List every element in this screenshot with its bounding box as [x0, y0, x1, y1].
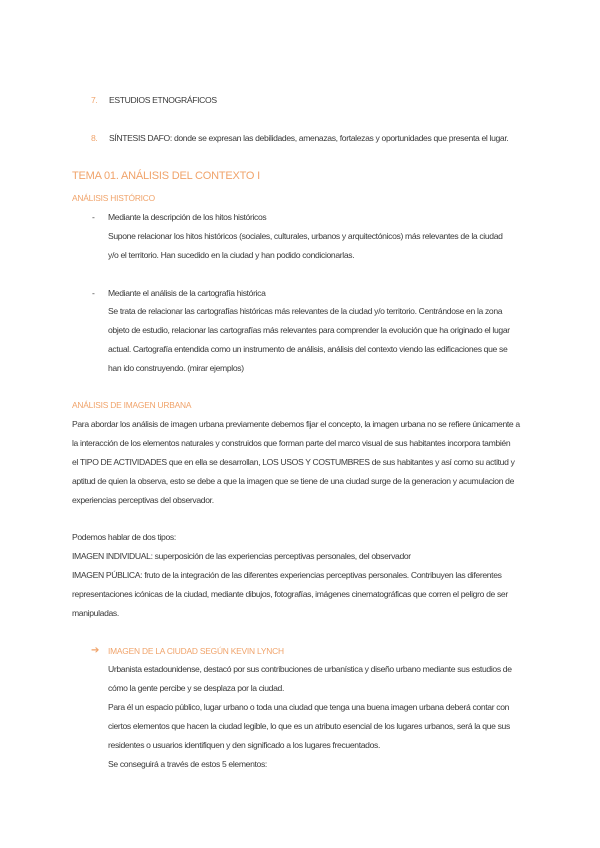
- subsection-title-historico: ANÁLISIS HISTÓRICO: [72, 193, 155, 203]
- bullet-body-line: Se trata de relacionar las cartografías históricas más relevantes de la ciudad y/o territorio. Centrándose en la zona: [108, 306, 503, 316]
- arrow-right-icon: ➔: [91, 645, 100, 656]
- list-text: ESTUDIOS ETNOGRÁFICOS: [109, 95, 217, 105]
- paragraph-line: Podemos hablar de dos tipos:: [72, 532, 176, 542]
- paragraph-line: aptitud de quien la observa, esto se debe a que la imagen que se tiene de una ciudad surge de la generacion y acumulacion de: [72, 476, 515, 486]
- paragraph-line: IMAGEN PÚBLICA: fruto de la integración de las diferentes experiencias perceptivas personales. Contribuyen las diferentes: [72, 570, 502, 580]
- paragraph-line: experiencias perceptivas del observador.: [72, 495, 214, 505]
- paragraph-line: el TIPO DE ACTIVIDADES que en ella se desarrollan, LOS USOS Y COSTUMBRES de sus habitantes y así como su actitud y: [72, 457, 515, 467]
- list-item-7: [91, 94, 217, 106]
- paragraph-line: IMAGEN INDIVIDUAL: superposición de las experiencias perceptivas personales, del observador: [72, 551, 411, 561]
- list-item-8: [91, 132, 508, 144]
- bullet-body-line: actual. Cartografía entendida como un instrumento de análisis, análisis del contexto viendo las edificaciones que se: [108, 344, 508, 354]
- bullet-body-line: objeto de estudio, relacionar las cartografías más relevantes para comprender la evolución que ha originado el lugar: [108, 325, 510, 335]
- subsection-title-imagen: ANÁLISIS DE IMAGEN URBANA: [72, 400, 192, 410]
- list-text: SÍNTESIS DAFO: donde se expresan las debilidades, amenazas, fortalezas y oportunidades que presenta el lugar.: [109, 133, 509, 143]
- paragraph-line: Para él un espacio público, lugar urbano o toda una ciudad que tenga una buena imagen urbana deberá contar con: [108, 702, 510, 712]
- bullet-title: Mediante la descripción de los hitos históricos: [108, 212, 267, 222]
- bullet-body-line: han ido construyendo. (mirar ejemplos): [108, 363, 244, 373]
- lynch-title: IMAGEN DE LA CIUDAD SEGÚN KEVIN LYNCH: [108, 646, 284, 656]
- bullet-title: Mediante el análisis de la cartografía histórica: [108, 288, 266, 298]
- paragraph-line: la interacción de los elementos naturales y construidos que forman parte del marco visual de sus habitantes incorpora también: [72, 438, 511, 448]
- paragraph-line: manipuladas.: [72, 608, 119, 618]
- bullet-body-line: Supone relacionar los hitos históricos (sociales, culturales, urbanos y arquitectónicos) más relevantes de la ciudad: [108, 231, 503, 241]
- paragraph-line: Para abordar los análisis de imagen urbana previamente debemos fijar el concepto, la imagen urbana no se refiere únicamente a: [72, 419, 520, 429]
- bullet-dash: -: [92, 212, 95, 222]
- paragraph-line: Urbanista estadounidense, destacó por sus contribuciones de urbanística y diseño urbano mediante sus estudios de: [108, 664, 512, 674]
- paragraph-line: Se conseguirá a través de estos 5 elementos:: [108, 759, 267, 769]
- paragraph-line: cómo la gente percibe y se desplaza por la ciudad.: [108, 683, 284, 693]
- paragraph-line: representaciones icónicas de la ciudad, mediante dibujos, fotografías, imágenes cinematográficas que corren el peligro de ser: [72, 589, 508, 599]
- bullet-body-line: y/o el territorio. Han sucedido en la ciudad y han podido condicionarlas.: [108, 250, 355, 260]
- section-title: TEMA 01. ANÁLISIS DEL CONTEXTO I: [72, 170, 260, 182]
- list-number: 8.: [91, 133, 98, 143]
- list-number: 7.: [91, 95, 98, 105]
- paragraph-line: ciertos elementos que hacen la ciudad legible, lo que es un atributo esencial de los lugares urbanos, será la que sus: [108, 721, 510, 731]
- bullet-dash: -: [92, 288, 95, 298]
- paragraph-line: residentes o usuarios identifiquen y den significado a los lugares frecuentados.: [108, 740, 381, 750]
